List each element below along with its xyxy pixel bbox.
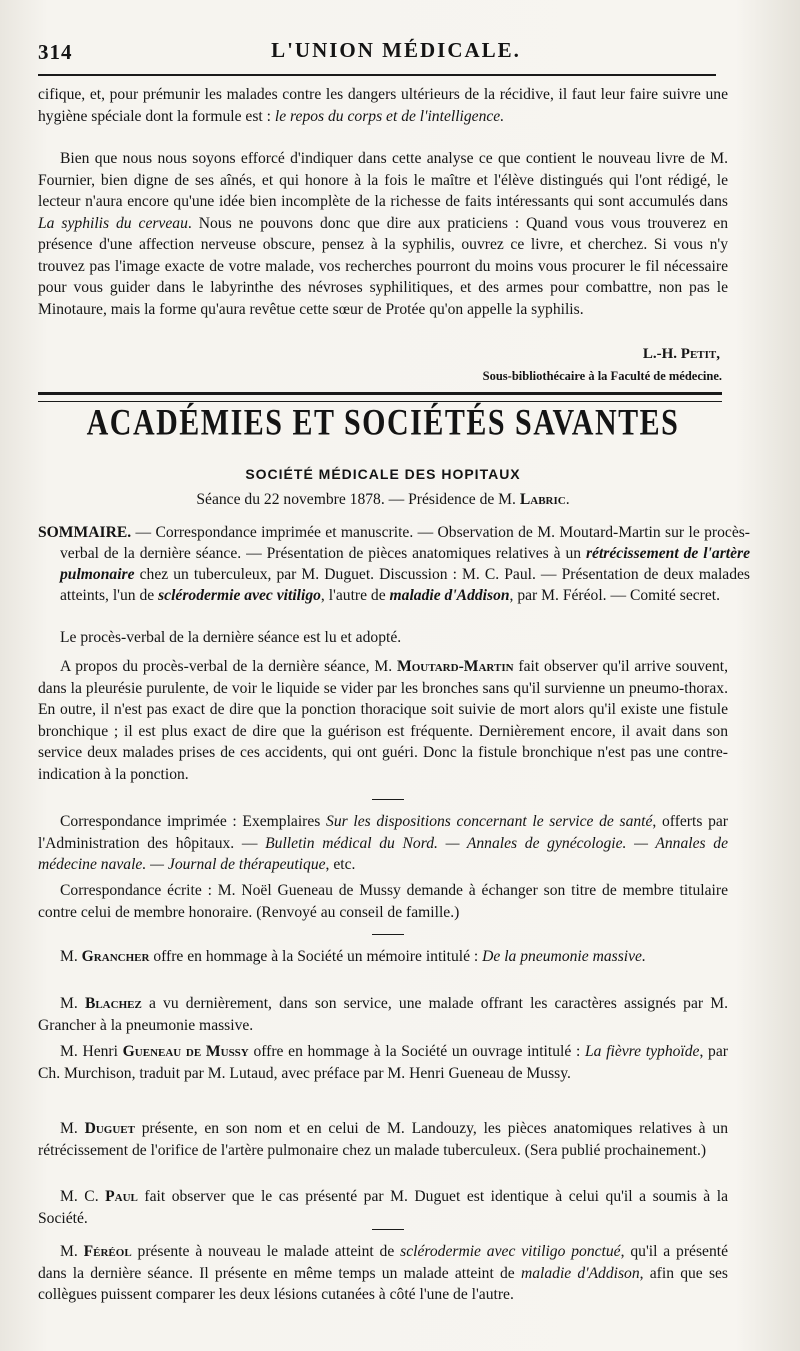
duguet-paragraph: M. Duguet présente, en son nom et en celui de M. Landouzy, les pièces anatomiques relatives à un rétrécissement de l'orifice de l'artère pulmonaire chez un malade tuberculeux. (Sera publié prochainement.) [38,1120,728,1159]
paul-paragraph: M. C. Paul fait observer que le cas présenté par M. Duguet est identique à celui qu'il a soumis à la Société. [38,1188,728,1227]
sommaire-label: SOMMAIRE. [38,524,132,541]
review-paragraph-1 [38,84,728,127]
separator [372,1229,404,1230]
moutard-paragraph: A propos du procès-verbal de la dernière séance, M. Moutard-Martin fait observer qu'il arrive souvent, dans la pleurésie purulente, de voir le liquide se vider par les bronches sans qu'il survienne un pneumo-thorax. En outre, il n'est pas exact de dire que la ponction thoracique soit suivie de mort alors qu'il existe une fistule bronchique ; il est plus exact de dire que la guérison est fréquente. Dernièrement encore, il avait dans son service deux malades prises de ces accidents, qui ont guéri. Donc la fistule bronchique n'est pas une contre-indication à la ponction. [38,658,728,783]
review-italic: le repos du corps et de l'intelligence. [274,107,505,125]
header-rule [38,74,716,76]
grancher-paragraph: M. Grancher offre en hommage à la Société un mémoire intitulé : De la pneumonie massive. [60,948,646,965]
sommaire: SOMMAIRE. — Correspondance imprimée et manuscrite. — Observation de M. Moutard-Martin sur le procès-verbal de la dernière séance. — Présentation de pièces anatomiques relatives à un rétrécissement de l'artère pulmonaire chez un tuberculeux, par M. Duguet. Discussion : M. C. Paul. — Présentation de deux malades atteints, l'un de sclérodermie avec vitiligo, l'autre de maladie d'Addison, par M. Féréol. — Comité secret. [38,524,751,604]
minutes-adopted: Le procès-verbal de la dernière séance est lu et adopté. [60,629,402,646]
review-text: cifique, et, pour prémunir les malades contre les dangers ultérieurs de la récidive, il faut leur faire suivre une hygiène spéciale dont la formule est : [38,86,728,125]
section-title: ACADÉMIES ET SOCIÉTÉS SAVANTES [86,402,680,444]
separator [372,799,404,800]
correspondence-printed: Correspondance imprimée : Exemplaires Sur les dispositions concernant le service de santé, offerts par l'Administration des hôpitaux. — Bulletin médical du Nord. — Annales de gynécologie. — Annales de médecine navale. — Journal de thérapeutique, etc. [38,813,728,873]
president-name: Labric [519,491,566,508]
signature-role: Sous-bibliothécaire à la Faculté de médecine. [482,369,722,383]
correspondence-written: Correspondance écrite : M. Noël Gueneau de Mussy demande à échanger son titre de membre titulaire contre celui de membre honoraire. (Renvoyé au conseil de famille.) [38,882,728,921]
signature-name: L.-H. Petit, [642,346,720,362]
running-title: L'UNION MÉDICALE. [271,38,521,62]
book-title: La syphilis du cerveau [38,214,188,232]
section-rule [38,392,722,402]
blachez-paragraph: M. Blachez a vu dernièrement, dans son service, une malade offrant les caractères assignés par M. Grancher à la pneumonie massive. [38,995,728,1034]
fereol-paragraph: M. Féréol présente à nouveau le malade atteint de sclérodermie avec vitiligo ponctué, qu'il a présenté dans la dernière séance. Il présente en même temps un malade atteint de maladie d'Addison, afin que ses collègues puissent comparer les deux lésions cutanées à côté l'une de l'autre. [38,1243,729,1303]
review-paragraph-2 [38,148,728,320]
review-text: . Nous ne pouvons donc que dire aux praticiens : Quand vous vous trouverez en présence d'une affection nerveuse obscure, pensez à la syphilis, ouvrez ce livre, et cherchez. Si vous n'y trouvez pas l'image exacte de votre malade, vos recherches pourront du moins vous procurer le fil nécessaire pour vous guider dans le labyrinthe des névroses syphilitiques, et des armes pour combattre, non pas le Minotaure, mais la forme qu'aura revêtue cette sœur de Protée qu'on appelle la syphilis. [38,214,728,318]
society-title: SOCIÉTÉ MÉDICALE DES HOPITAUX [245,466,521,482]
gueneau-paragraph: M. Henri Gueneau de Mussy offre en hommage à la Société un ouvrage intitulé : La fièvre typhoïde, par Ch. Murchison, traduit par M. Lutaud, avec préface par M. Henri Gueneau de Mussy. [38,1043,728,1082]
separator [372,934,404,935]
page-number: 314 [38,40,73,64]
page-header [38,38,754,72]
review-text: Bien que nous nous soyons efforcé d'indiquer dans cette analyse ce que contient le nouveau livre de M. Fournier, bien digne de ses aînés, et qui honore à la fois le maître et l'élève distingués qui l'ont rédigé, le lecteur n'aura encore qu'une idée bien incomplète de la richesse de faits intéressants qui sont accumulés dans [38,150,728,210]
session-line: Séance du 22 novembre 1878. — Présidence de M. Labric. [196,491,570,508]
